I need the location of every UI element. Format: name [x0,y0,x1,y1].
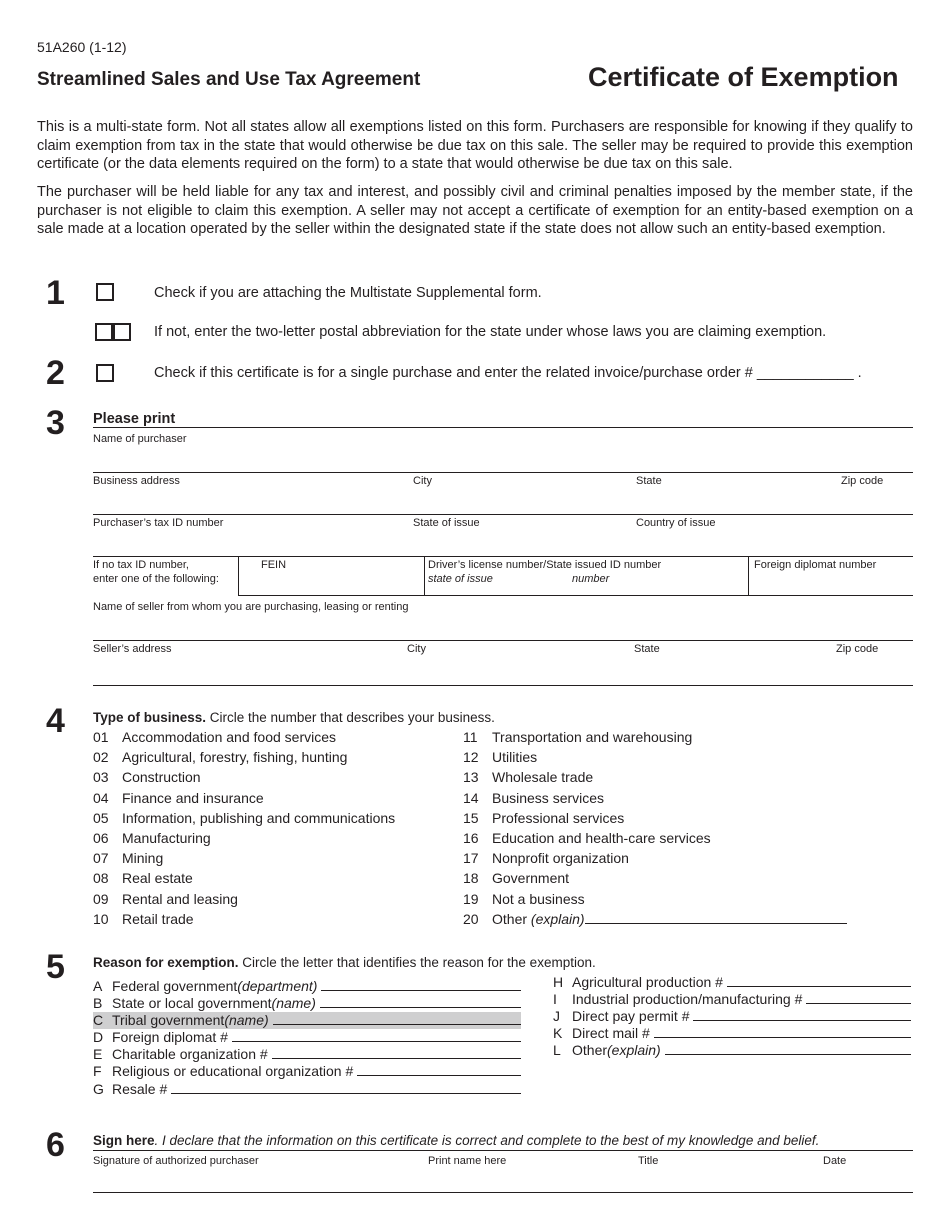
business-type-number[interactable]: 16 [463,829,479,846]
reason-item[interactable] [553,1008,911,1025]
business-type-item[interactable] [93,810,395,830]
business-type-label: Wholesale trade [492,769,594,786]
reason-field[interactable] [320,995,521,1008]
divider [238,557,239,595]
tax-id-country-label: Country of issue [636,517,716,529]
reason-letter[interactable]: E [93,1046,103,1063]
business-type-label: Finance and insurance [122,789,264,806]
reason-field[interactable] [171,1081,521,1094]
reason-field[interactable] [665,1042,911,1055]
reason-item[interactable] [553,974,911,991]
seller-name-label: Name of seller from whom you are purchasing, leasing or renting [93,601,409,613]
intro-paragraph-2: The purchaser will be held liable for any tax and interest, and possibly civil and criminal penalties imposed by the member state, if the purchaser is not eligible to claim this exemption. A seller may not accept a certificate of exemption for an entity-based exemption on a sale made at a location operated by the seller within the designated state if the state does not allow such an entity-based exemption. [37,184,913,237]
business-type-note: (explain) [530,910,585,927]
business-type-item[interactable] [463,891,847,911]
business-type-number[interactable]: 10 [93,910,109,927]
business-type-number[interactable]: 15 [463,809,479,826]
reason-label: Direct mail # [572,1025,650,1042]
reason-letter[interactable]: G [93,1080,104,1097]
business-type-item[interactable] [463,830,847,850]
business-type-item[interactable] [463,850,847,870]
business-type-label: Manufacturing [122,829,211,846]
reason-letter[interactable]: I [553,991,557,1008]
business-type-label: Construction [122,769,201,786]
divider [93,427,913,428]
business-type-item[interactable] [93,830,395,850]
reason-letter[interactable]: A [93,978,103,994]
intro-paragraph-1: This is a multi-state form. Not all states allow all exemptions listed on this form. Purchasers are responsible for knowing if they qualify to claim exemption from tax in the state that would otherwise be due tax on this sale. The seller may be required to provide this exemption certificate (or the data elements required on the form) to a state that would otherwise be due tax on this sale. [37,119,913,172]
business-type-label: Information, publishing and communications [122,809,396,826]
reason-letter[interactable]: C [93,1012,104,1029]
business-type-number[interactable]: 05 [93,809,109,826]
reason-field[interactable] [727,974,911,987]
business-type-label: Nonprofit organization [492,850,629,867]
business-city-label: City [413,475,432,487]
reason-label: Federal government [112,978,238,994]
form-id: 51A260 (1-12) [37,39,127,55]
business-type-label: Accommodation and food services [122,729,336,745]
reason-label: Other [572,1042,608,1059]
seller-zip-label: Zip code [836,643,879,655]
single-purchase-label: Check if this certificate is for a single purchase and enter the related invoice/purchase order # ____________ . [154,365,862,381]
reason-field[interactable] [806,991,911,1004]
business-type-number[interactable]: 07 [93,850,109,867]
reason-item[interactable] [93,1029,521,1046]
seller-city-label: City [407,643,426,655]
business-type-list-right [463,729,847,931]
business-type-item[interactable] [463,729,847,749]
business-type-label: Education and health-care services [492,829,711,846]
section-5-number: 5 [46,948,65,986]
business-type-item[interactable] [93,870,395,890]
purchaser-name-label: Name of purchaser [93,433,187,445]
reason-letter[interactable]: B [93,995,103,1012]
business-type-item[interactable] [93,769,395,789]
business-type-number[interactable]: 18 [463,870,479,887]
tax-id-label: Purchaser’s tax ID number [93,517,224,529]
seller-name-field[interactable] [93,640,913,641]
reason-label: Tribal government [112,1012,225,1029]
tax-id-field[interactable] [93,556,913,557]
business-type-label: Not a business [492,890,585,907]
reason-note: (name) [224,1012,269,1029]
business-type-label: Mining [122,850,164,867]
reason-field[interactable] [273,1012,521,1025]
reason-item[interactable] [93,1046,521,1063]
business-type-label: Business services [492,789,605,806]
business-type-list-left [93,729,395,931]
reason-note: (name) [271,995,316,1012]
reason-letter[interactable]: L [553,1042,561,1059]
business-type-item[interactable] [93,891,395,911]
drivers-license-label: Driver’s license number/State issued ID number [428,559,662,571]
seller-state-label: State [634,643,660,655]
reason-field[interactable] [357,1063,521,1076]
reason-label: Charitable organization # [112,1046,268,1063]
reason-label: Industrial production/manufacturing # [572,991,803,1008]
business-address-label: Business address [93,475,180,487]
business-type-item[interactable] [93,850,395,870]
business-type-number[interactable]: 09 [93,890,109,907]
reason-note: (department) [237,978,318,994]
reason-item[interactable] [553,1042,911,1059]
reason-label: State or local government [112,995,272,1012]
reason-heading-bold: Reason for exemption. [93,955,239,970]
business-type-number[interactable]: 20 [463,910,479,927]
business-type-number[interactable]: 13 [463,769,479,786]
seller-address-label: Seller’s address [93,643,172,655]
business-type-label: Government [492,870,570,887]
signature-label: Signature of authorized purchaser [93,1155,259,1167]
section-4-number: 4 [46,702,65,740]
foreign-diplomat-label: Foreign diplomat number [754,559,877,571]
reason-item[interactable] [93,1063,521,1080]
business-address-field[interactable] [93,514,913,515]
reason-letter[interactable]: J [553,1008,560,1025]
reason-label: Direct pay permit # [572,1008,690,1025]
dl-number-label: number [572,573,610,585]
state-abbrev-box-1[interactable] [95,323,113,341]
reason-list-left [93,978,521,1098]
divider [748,557,749,595]
business-type-label: Agricultural, forestry, fishing, hunting [122,749,348,766]
agreement-title: Streamlined Sales and Use Tax Agreement [37,69,421,90]
business-type-number[interactable]: 03 [93,769,109,786]
business-type-label: Professional services [492,809,625,826]
reason-item[interactable] [93,1081,521,1098]
declaration-text: . I declare that the information on this certificate is correct and complete to the best of my knowledge and belief. [154,1133,820,1148]
purchaser-name-field[interactable] [93,472,913,473]
date-label: Date [823,1155,847,1167]
no-tax-id-label-1: If no tax ID number, [93,559,189,571]
single-purchase-checkbox[interactable] [96,364,114,382]
business-type-number[interactable]: 19 [463,890,479,907]
business-state-label: State [636,475,662,487]
dl-state-of-issue-label: state of issue [428,573,493,585]
section-1-number: 1 [46,274,65,312]
business-type-heading [93,710,495,725]
reason-item[interactable] [93,978,521,995]
business-type-item[interactable] [93,911,395,931]
reason-letter[interactable]: F [93,1063,102,1080]
business-type-number[interactable]: 06 [93,829,109,846]
signature-field[interactable] [93,1192,913,1193]
reason-letter[interactable]: D [93,1029,104,1046]
reason-heading-text: Circle the letter that identifies the reason for the exemption. [238,955,596,970]
divider [93,1150,913,1151]
multistate-label: Check if you are attaching the Multistate Supplemental form. [154,285,542,301]
business-zip-label: Zip code [841,475,884,487]
business-type-label: Real estate [122,870,193,887]
reason-field[interactable] [232,1029,521,1042]
state-abbrev-label: If not, enter the two-letter postal abbreviation for the state under whose laws you are claiming exemption. [154,324,827,340]
explain-field[interactable] [585,911,847,924]
page-title: Certificate of Exemption [588,62,899,92]
business-type-item[interactable] [463,870,847,890]
sign-heading [93,1133,819,1148]
business-type-heading-text: Circle the number that describes your business. [206,710,495,725]
reason-list-right [553,974,911,1059]
business-type-number[interactable]: 01 [93,729,109,745]
divider [424,557,425,595]
reason-item[interactable] [553,1025,911,1042]
business-type-item[interactable] [463,769,847,789]
business-type-label: Retail trade [122,910,194,927]
reason-label: Resale # [112,1080,168,1097]
business-type-number[interactable]: 17 [463,850,479,867]
print-name-label: Print name here [428,1155,507,1167]
business-type-number[interactable]: 12 [463,749,479,766]
reason-label: Foreign diplomat # [112,1029,228,1046]
reason-item[interactable] [93,995,521,1012]
reason-item[interactable] [93,1012,521,1029]
section-3-number: 3 [46,404,65,442]
business-type-label: Transportation and warehousing [492,729,693,745]
business-type-item[interactable] [463,790,847,810]
alternate-id-field[interactable] [238,595,913,596]
reason-item[interactable] [553,991,911,1008]
reason-letter[interactable]: K [553,1025,563,1042]
sign-here-label: Sign here [93,1133,155,1148]
reason-letter[interactable]: H [553,974,564,990]
business-type-number[interactable]: 04 [93,789,109,806]
tax-id-state-label: State of issue [413,517,480,529]
title-label: Title [638,1155,659,1167]
business-type-label: Rental and leasing [122,890,238,907]
business-type-label: Utilities [492,749,538,766]
no-tax-id-label-2: enter one of the following: [93,573,219,585]
reason-field[interactable] [693,1008,911,1021]
reason-note: (explain) [607,1042,661,1059]
please-print-heading: Please print [93,411,176,427]
fein-label: FEIN [261,559,287,571]
business-type-number[interactable]: 11 [463,729,478,745]
business-type-number[interactable]: 08 [93,870,109,887]
business-type-heading-bold: Type of business. [93,710,207,725]
state-abbrev-box-2[interactable] [113,323,131,341]
business-type-number[interactable]: 14 [463,789,479,806]
business-type-item[interactable] [93,790,395,810]
business-type-item[interactable] [463,749,847,769]
reason-field[interactable] [654,1025,911,1038]
multistate-checkbox[interactable] [96,283,114,301]
section-2-number: 2 [46,354,65,392]
business-type-item[interactable] [463,911,847,931]
seller-address-field[interactable] [93,685,913,686]
reason-field[interactable] [321,978,521,991]
reason-heading [93,955,596,970]
business-type-item[interactable] [93,749,395,769]
section-6-number: 6 [46,1126,65,1164]
reason-label: Agricultural production # [572,974,723,990]
reason-label: Religious or educational organization # [112,1063,354,1080]
reason-field[interactable] [272,1046,521,1059]
business-type-label: Other [492,910,528,927]
business-type-item[interactable] [463,810,847,830]
business-type-number[interactable]: 02 [93,749,109,766]
business-type-item[interactable] [93,729,395,749]
